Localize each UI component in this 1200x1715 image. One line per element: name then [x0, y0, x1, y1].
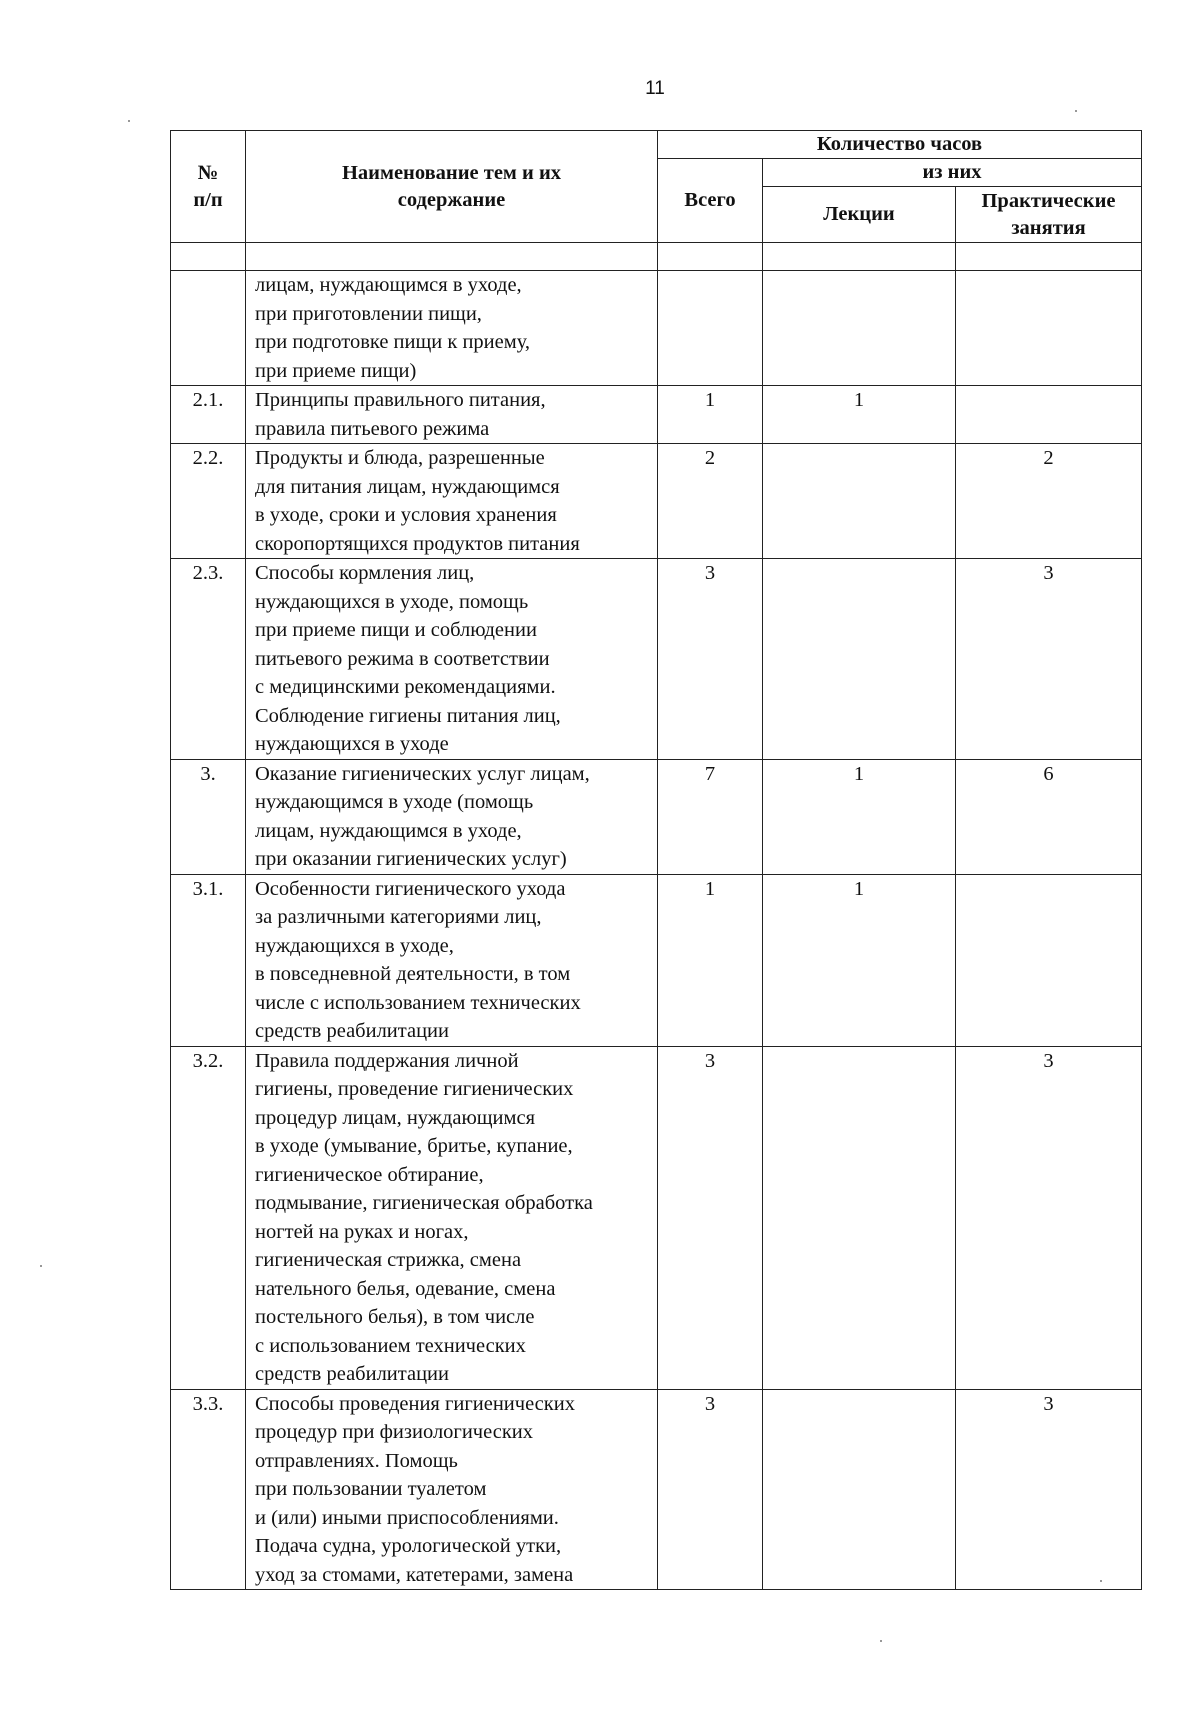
row-number — [171, 271, 246, 386]
row-topic-name: Продукты и блюда, разрешенные для питания лицам, нуждающимся в уходе, сроки и условия хранения скоропортящихся продуктов питания — [246, 444, 658, 559]
header-practical — [956, 187, 1142, 243]
row-number: 3.2. — [171, 1046, 246, 1389]
header-number — [171, 131, 246, 243]
scan-speck — [880, 1640, 882, 1642]
table-row — [171, 444, 1142, 559]
header-total: Всего — [658, 159, 763, 243]
header-name — [246, 131, 658, 243]
table-row — [171, 559, 1142, 760]
row-lecture-hours — [763, 444, 956, 559]
table-row — [171, 1046, 1142, 1389]
table-header — [171, 131, 1142, 271]
row-topic-name: Способы проведения гигиенических процедур при физиологических отправлениях. Помощь при пользовании туалетом и (или) иными приспособлениями. Подача судна, урологической утки, уход за стомами, катетерами, замена — [246, 1389, 658, 1590]
row-total-hours — [658, 271, 763, 386]
table-row — [171, 271, 1142, 386]
table-row — [171, 1389, 1142, 1590]
scan-speck — [40, 1265, 42, 1267]
row-lecture-hours — [763, 559, 956, 760]
table-body — [171, 271, 1142, 1590]
row-topic-name: лицам, нуждающимся в уходе, при приготовлении пищи, при подготовке пищи к приему, при приеме пищи) — [246, 271, 658, 386]
header-hours-group: Количество часов — [658, 131, 1142, 159]
row-lecture-hours: 1 — [763, 759, 956, 874]
row-number: 2.3. — [171, 559, 246, 760]
row-total-hours: 3 — [658, 559, 763, 760]
row-practical-hours: 6 — [956, 759, 1142, 874]
scan-speck — [128, 120, 130, 122]
spacer-cell — [956, 243, 1142, 271]
header-number-text: № п/п — [193, 161, 223, 211]
row-practical-hours — [956, 271, 1142, 386]
row-total-hours: 1 — [658, 386, 763, 444]
row-practical-hours: 3 — [956, 1046, 1142, 1389]
spacer-cell — [763, 243, 956, 271]
row-topic-name: Принципы правильного питания, правила питьевого режима — [246, 386, 658, 444]
row-number: 2.2. — [171, 444, 246, 559]
row-lecture-hours — [763, 1046, 956, 1389]
row-number: 2.1. — [171, 386, 246, 444]
row-total-hours: 3 — [658, 1046, 763, 1389]
row-topic-name: Оказание гигиенических услуг лицам, нуждающимся в уходе (помощь лицам, нуждающимся в уходе, при оказании гигиенических услуг) — [246, 759, 658, 874]
row-practical-hours — [956, 386, 1142, 444]
row-practical-hours: 3 — [956, 1389, 1142, 1590]
row-practical-hours: 3 — [956, 559, 1142, 760]
row-lecture-hours: 1 — [763, 874, 956, 1046]
row-total-hours: 7 — [658, 759, 763, 874]
header-practical-text: Практические занятия — [981, 189, 1116, 239]
row-number: 3.1. — [171, 874, 246, 1046]
row-lecture-hours — [763, 1389, 956, 1590]
curriculum-table — [170, 130, 1142, 1590]
row-topic-name: Правила поддержания личной гигиены, проведение гигиенических процедур лицам, нуждающимся в уходе (умывание, бритье, купание, гигиеническое обтирание, подмывание, гигиеническая обработка ногтей на руках и ногах, гигиеническая стрижка, смена нательного белья, одевание, смена постельного белья), в том числе с использованием технических средств реабилитации — [246, 1046, 658, 1389]
spacer-cell — [171, 243, 246, 271]
header-name-text: Наименование тем и их содержание — [341, 161, 562, 211]
row-number: 3. — [171, 759, 246, 874]
spacer-cell — [246, 243, 658, 271]
row-practical-hours — [956, 874, 1142, 1046]
header-spacer-row — [171, 243, 1142, 271]
header-lectures: Лекции — [763, 187, 956, 243]
row-topic-name: Способы кормления лиц, нуждающихся в уходе, помощь при приеме пищи и соблюдении питьевого режима в соответствии с медицинскими рекомендациями. Соблюдение гигиены питания лиц, нуждающихся в уходе — [246, 559, 658, 760]
header-of-them: из них — [763, 159, 1142, 187]
table-row — [171, 874, 1142, 1046]
table-row — [171, 386, 1142, 444]
spacer-cell — [658, 243, 763, 271]
row-number: 3.3. — [171, 1389, 246, 1590]
page-number: 11 — [645, 78, 665, 99]
row-total-hours: 2 — [658, 444, 763, 559]
scan-speck — [1075, 110, 1077, 112]
row-total-hours: 3 — [658, 1389, 763, 1590]
row-lecture-hours — [763, 271, 956, 386]
row-lecture-hours: 1 — [763, 386, 956, 444]
row-total-hours: 1 — [658, 874, 763, 1046]
table-row — [171, 759, 1142, 874]
row-practical-hours: 2 — [956, 444, 1142, 559]
row-topic-name: Особенности гигиенического ухода за различными категориями лиц, нуждающихся в уходе, в повседневной деятельности, в том числе с использованием технических средств реабилитации — [246, 874, 658, 1046]
scan-speck — [1100, 1580, 1102, 1582]
